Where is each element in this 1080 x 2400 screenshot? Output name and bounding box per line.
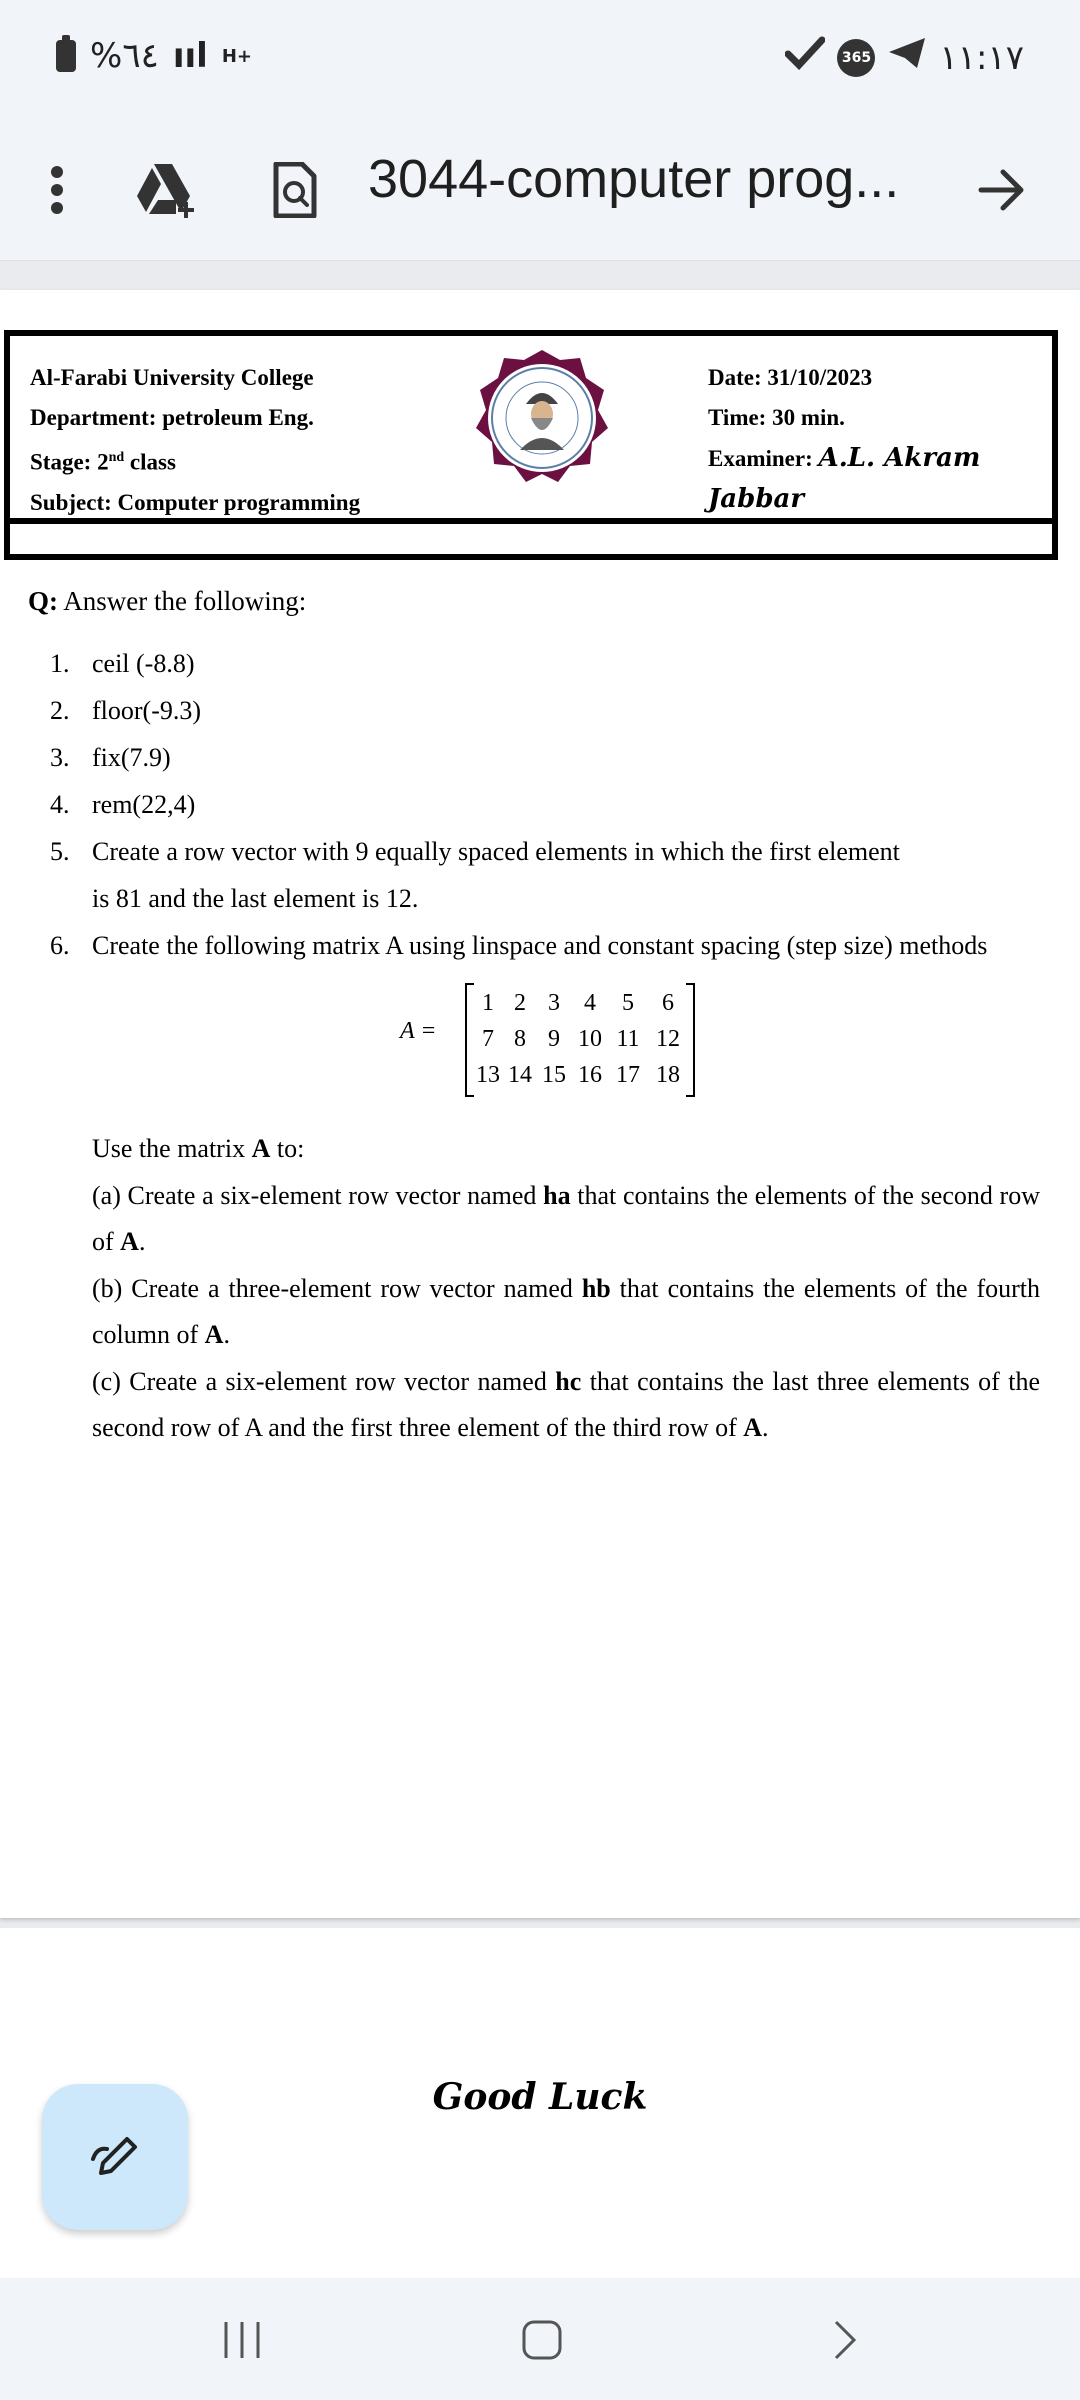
list-item: 1. ceil (-8.8) [50, 649, 195, 678]
matrix-cell: 5 [622, 990, 634, 1016]
good-luck-text: Good Luck [432, 2076, 648, 2118]
matrix-cell: 1 [482, 990, 494, 1016]
examiner-name: A.L. Akram Jabbar [708, 443, 981, 514]
back-button[interactable] [804, 2310, 884, 2370]
matrix-cell: 15 [542, 1062, 566, 1088]
university-logo [472, 348, 612, 488]
list-item: 2. floor(-9.3) [50, 696, 202, 725]
list-item: 4. rem(22,4) [50, 790, 196, 819]
matrix-label: A = [400, 1018, 437, 1044]
search-in-doc-icon[interactable] [262, 158, 326, 222]
matrix-cell: 2 [514, 990, 526, 1016]
recent-apps-button[interactable] [202, 2310, 282, 2370]
department: Department: petroleum Eng. [30, 405, 314, 430]
matrix-cell: 10 [578, 1026, 602, 1052]
exam-date: Date: 31/10/2023 [708, 365, 873, 390]
check-icon [785, 36, 825, 79]
edit-pen-icon [87, 2129, 143, 2185]
signal-icon: ııl [172, 36, 208, 76]
header-left [30, 358, 360, 523]
list-item: 5. Create a row vector with 9 equally spaced elements in which the first element is 81 and the last element is 12. [50, 837, 900, 913]
exam-time: Time: 30 min. [708, 405, 845, 430]
system-nav-bar [0, 2278, 1080, 2400]
matrix-cell: 9 [548, 1026, 560, 1052]
matrix-brackets [464, 982, 714, 1098]
matrix-cell: 4 [584, 990, 596, 1016]
matrix-cell: 17 [616, 1062, 640, 1088]
sub-questions [92, 1126, 1040, 1452]
matrix-cell: 6 [662, 990, 674, 1016]
back-chevron-icon [822, 2318, 866, 2362]
telegram-icon [887, 36, 927, 79]
matrix-cell: 16 [578, 1062, 602, 1088]
battery-percent: %٦٤ [90, 36, 159, 76]
home-icon [520, 2318, 564, 2362]
sub-question-a: (a) Create a six-element row vector named ha that contains the elements of the second row of A. [92, 1180, 1040, 1256]
app-toolbar [0, 120, 1080, 261]
sub-question-c: (c) Create a six-element row vector named hc that contains the last three elements of the second row of A and the first three element of the third row of A. [92, 1366, 1041, 1442]
matrix-cell: 13 [476, 1062, 500, 1088]
header-right [708, 358, 1052, 520]
stage: Stage: 2nd class [30, 449, 176, 475]
question-list [50, 640, 1040, 969]
question-heading: Q: Answer the following: [28, 586, 307, 616]
matrix-cell: 18 [656, 1062, 680, 1088]
subject: Subject: Computer programming [30, 489, 361, 515]
office365-icon: 365 [837, 39, 875, 77]
list-item: 3. fix(7.9) [50, 743, 171, 772]
battery-icon [56, 40, 76, 72]
status-left [56, 36, 252, 76]
matrix-cell: 12 [656, 1026, 680, 1052]
add-to-drive-icon[interactable] [134, 158, 198, 222]
use-matrix-line: Use the matrix A to: [92, 1134, 305, 1163]
header-divider-row [4, 512, 1058, 560]
edit-fab[interactable] [42, 2084, 188, 2230]
matrix-cell: 14 [508, 1062, 532, 1088]
matrix-cell: 3 [548, 990, 560, 1016]
matrix-cell: 8 [514, 1026, 526, 1052]
exam-header [4, 330, 1058, 524]
matrix-cell: 11 [616, 1026, 640, 1052]
college-name: Al-Farabi University College [30, 365, 314, 390]
more-options-icon[interactable] [25, 158, 89, 222]
recents-icon [220, 2318, 264, 2362]
document-title: 3044-computer prog... [368, 149, 900, 209]
status-right [785, 36, 1024, 79]
document-page [0, 290, 1080, 1918]
home-button[interactable] [502, 2310, 582, 2370]
examiner: Examiner: A.L. Akram Jabbar [708, 443, 981, 514]
sub-question-b: (b) Create a three-element row vector named hb that contains the elements of the fourth column of A. [92, 1273, 1040, 1349]
matrix-cell: 7 [482, 1026, 494, 1052]
status-bar [0, 0, 1080, 120]
clock: ١١:١٧ [939, 37, 1024, 78]
arrow-right-icon[interactable] [970, 158, 1034, 222]
list-item: 6. Create the following matrix A using linspace and constant spacing (step size) methods [50, 931, 988, 960]
network-type: H+ [221, 45, 252, 67]
